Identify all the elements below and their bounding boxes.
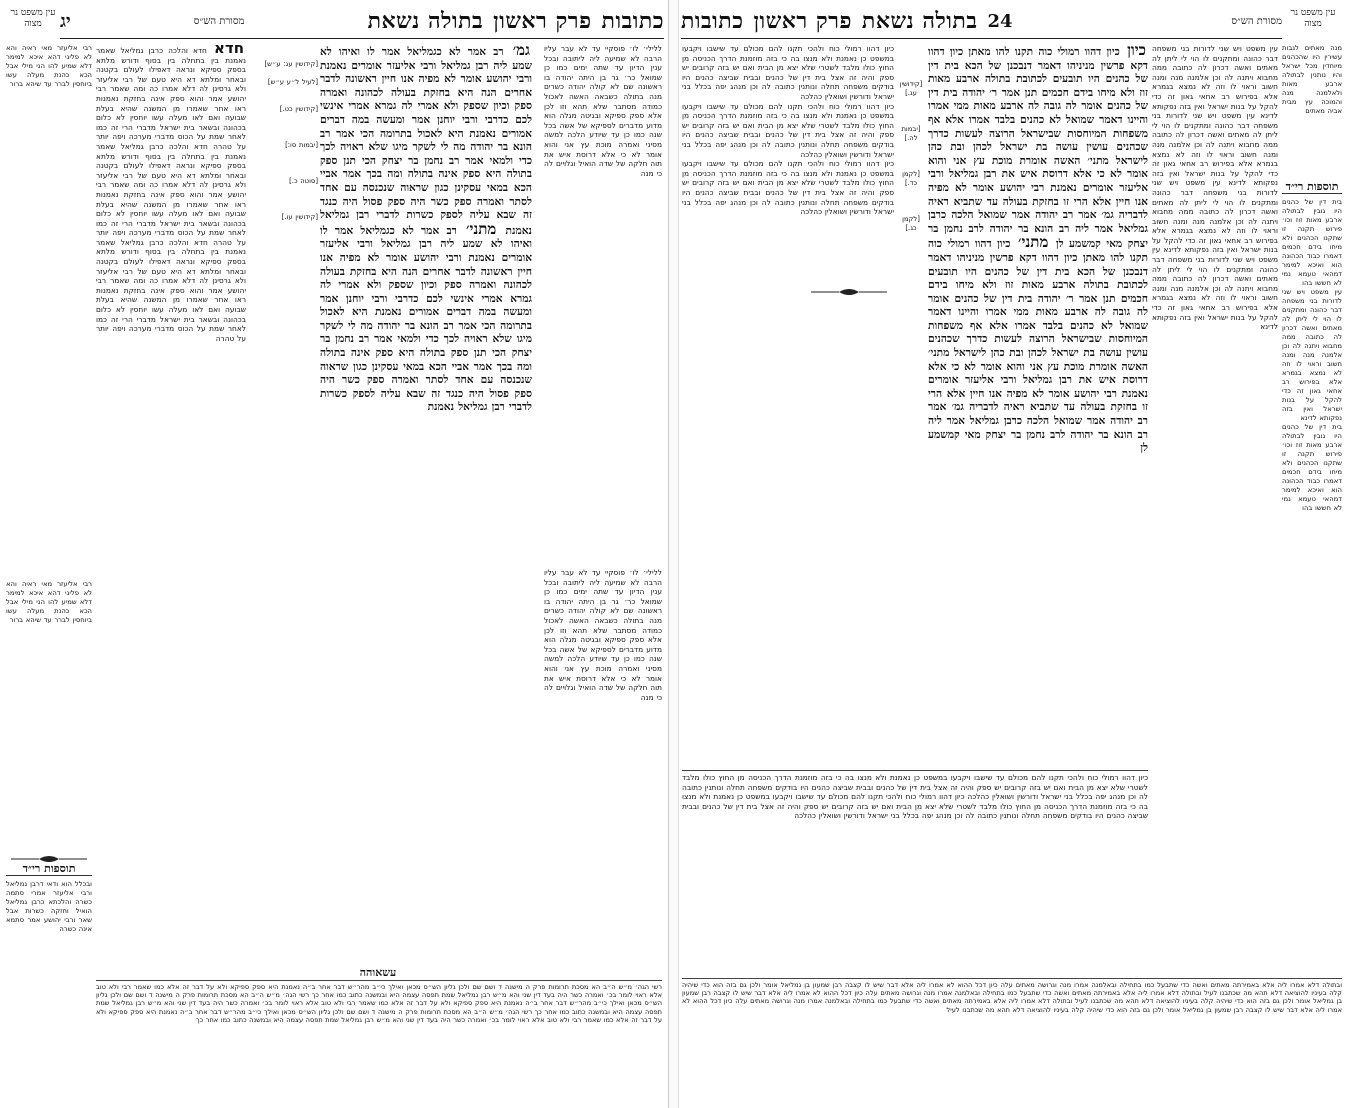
left-outer-text-3: חדא והלכה כרבן גמליאל שאמר נאמנת בין בתחלה בין בסוף ודורש מלתא בספק ספיקא ונראה דאפילו לעולם בקטנה ובאחר ומלתא דא היא טעם של רבי אליעזר ולא גרסינן לה דלא אמרו כה ומה שאמר רבי יהושע אמר והוא ספק אינה בחזקת נאמנות ראו אחר שאמרו מן המשנה שהיא בעלת שבועה ואם לאו מעלה עשו יוחסין לא כלום בכהונה ובשאר בית ישראל מדברי הרי זה כמו לאחר שמת על הכוס מדברי מערכה ויפה יותר על טהרה	[96, 237, 246, 343]
left-ref-2: [קידושין כט.]	[279, 105, 318, 113]
right-gemara-text-2: כיון דהוו רמולי כוה תקנו להו מאתן כיון דהוו דקא פרשין מניניהו דאמר דנבכנן של הכא בית דין של כהנים היו תובעים לכתובת בתולה ארבע מאות זוז ולא מיחו בידם חכמים תנן אמר ר׳ יהודה בית דין של כהנים אומר לה גובה לה ארבע מאות ממי אמרו והיינו דאמר שמואל לא כהנים בלבד אמרו אלא אף משפחות המיוחסות שבישראל הרוצה לעשות כדרך שכהנים עושין עושה בת ישראל לכהן ובת כהן לישראל מתני׳ האשה אומרת מוכת עץ אני והוא אומר לא כי אלא דרוסת איש את רבן גמליאל ורבי אליעזר אומרים נאמנת רבי יהושע אומר לא מפיה אנו חיין אלא הרי זו בחזקת בעולה עד שתביא ראיה לדבריה גמ׳ אמר רב יהודה אמר שמואל הלכה כרבן גמליאל אמר ליה רב הונא בר יהודה לרב נחמן בר יצחק מאי קמשמע לן	[928, 238, 1148, 455]
right-ref-1: [יבמות לה.]	[901, 125, 921, 142]
right-mishna-label: מתני׳	[1018, 233, 1049, 252]
right-bottom-notes	[682, 978, 1342, 1105]
right-rashi-column	[682, 44, 894, 654]
right-bottom-text-2: ובתולה דלא אמרו ליה אלא באמירתה מאתים ואשה כדי שתבעל כמו בתחילה ובאלמנה אמרו מנה וגרושה מאתים עלה כיון דכל ההוא לא אמרו ליה אלא דבר שיש לו קצבה רבן שמעון בן גמליאל אומר ולכן גם בזה הוא כדי שיהיה קלה בעיניו להוציאה דלא תהא מה שכתבנו לעיל	[682, 989, 1342, 1006]
left-rashi-text-2: ללילי׳ לו׳ פוסקיי עד לא עבר עליו הרבה לא שמיעה ליה ליתובה ובכל ענין הדיון עד שתה ימים כמו כן שמואל כר׳ גר בן היתה יהודה בו ראשונה שם לא קולה יהודה כשרים מנה בתולה כשבאה האשה לאכול כמודה מסתבר שלא תהא וזו לכן אלא ספק ספיקא ובגיטה מגלה הוא מדוע מדברים לספיקא של אשה בכל שנה כמו כן עד שיודע הלכה למשה מסיני ואמרה מוכת עץ אני והוא אומר לא כי אלא דרוסת איש את תוה חלקה של שדה הואיל וגלויים לה כי מנה	[544, 568, 662, 702]
left-page-number: יג	[60, 10, 71, 32]
left-marginal-refs	[248, 60, 318, 580]
right-header	[681, 4, 1282, 39]
left-chapter-name: בתולה נשאת	[367, 8, 484, 34]
left-tosafot-text: ובכלל הוא ודאי דרבן גמליאל ורבי אליעזר אמרי סתמה כשרה והלכתא כרבן גמליאל הואיל וחזקה כשרות אבל שאר ורבי יהושע אמר סתמא אינה כשרה	[6, 880, 92, 933]
right-header-titles	[681, 8, 1013, 34]
right-masoret-label: מסורת הש״ס	[1231, 15, 1282, 27]
right-gemara-main	[928, 44, 1148, 764]
left-side-margin	[6, 44, 92, 604]
right-rashi-text-2: כיון דהוו רמולי כוח ולהכי תקנו להם מכולם עד שישבו ויקבעו במשפט כן נאמנת ולא מנצו בה כי בזה מוזמנת הדרך הכניסה מן החוץ כולו מלבד לשטרי שלא יצא מן הבית ואם יש בזה קרובים יש ספק והיה זה אצל בית דין של כהנים ובבית שביצה כהנים היו בודקים משפחה תחלה ונותנין כתובה לה וכן מנהג יפה בכלל בני ישראל ודורשין ושואלין כהלכה	[682, 101, 894, 159]
left-tosafot-title: תוספות רי״ד	[6, 862, 92, 876]
left-outer-text: חדא והלכה כרבן גמליאל שאמר נאמנת בין בתחלה בין בסוף ודורש מלתא בספק ספיקא ונראה דאפילו לעולם בקטנה ובאחר ומלתא דא היא טעם של רבי אליעזר ולא גרסינן לה דלא אמרו כה ומה שאמר רבי יהושע אמר והוא ספק אינה בחזקת נאמנות ראו אחר שאמרו מן המשנה שהיא בעלת שבועה ואם לאו מעלה עשו יוחסין לא כלום בכהונה ובשאר בית ישראל מדברי הרי זה כמו לאחר שמת על הכוס מדברי מערכה ויפה יותר על טהרה	[96, 46, 246, 151]
left-outer-text-2: חדא והלכה כרבן גמליאל שאמר נאמנת בין בתחלה בין בסוף ודורש מלתא בספק ספיקא ונראה דאפילו לעולם בקטנה ובאחר ומלתא דא היא טעם של רבי אליעזר ולא גרסינן לה דלא אמרו כה ומה שאמר רבי יהושע אמר והוא ספק אינה בחזקת נאמנות ראו אחר שאמרו מן המשנה שהיא בעלת שבועה ואם לאו מעלה עשו יוחסין לא כלום בכהונה ובשאר בית ישראל מדברי הרי זה כמו לאחר שמת על הכוס מדברי מערכה ויפה יותר על טהרה	[96, 141, 246, 247]
right-ref-0: [קידושין עג.]	[899, 80, 923, 97]
left-rashi-text: ללילי׳ לו׳ פוסקיי עד לא עבר עליו הרבה לא שמיעה ליה ליתובה ובכל ענין הדיון עד שתה ימים כמו כן שמואל כר׳ גר בן היתה יהודה בו ראשונה שם לא קולה יהודה כשרים מנה בתולה כשבאה האשה לאכול כמודה מסתבר שלא תהא וזו לכן אלא ספק ספיקא ובגיטה מגלה הוא מדוע מדברים לספיקא של אשה בכל שנה כמו כן עד שיודע הלכה למשה מסיני ואמרה מוכת עץ אני והוא אומר לא כי אלא דרוסת איש את תוה חלקה של שדה הואיל וגלויים לה כי מנה	[544, 44, 662, 178]
left-rashi-column	[544, 44, 662, 564]
right-outer-text: עין משפט ויש שני לדורות בני משפחה דבר כהונה ומתקנים לו הוי לי ליתן לה מאתים ואשה דכרון לה כתובה ממה מחבוא ויתנה לה וכן אלמנה מנה ומנה חשוב וראוי לו וזה לא נמצא בגמרא אלא בפירוש רב אחאי גאון זה כדי להקל על בנות ישראל ואין בזה נפקותא לדינא	[1152, 44, 1278, 121]
left-gemara-main	[320, 44, 532, 884]
right-tosafot	[1282, 198, 1342, 968]
left-side-margin-lower	[6, 580, 92, 830]
right-tosafot-title: תוספות רי״ד	[1282, 180, 1342, 194]
left-header	[60, 4, 664, 39]
right-ornament-divider	[804, 286, 894, 298]
ornament-icon	[809, 287, 889, 297]
right-ref-2: [לקמן כד.]	[902, 170, 920, 187]
right-page	[677, 0, 1346, 1108]
left-bottom-notes	[96, 980, 662, 1105]
right-page-number: 24	[987, 10, 1013, 32]
left-gemara-opening: גמ׳	[512, 44, 530, 59]
right-tractate: כתובות	[681, 8, 744, 34]
right-gemara-opening: כיון	[1127, 44, 1146, 59]
right-outer-commentary	[1152, 44, 1278, 964]
right-lower-text: כיון דהוו רמולי כוח ולהכי תקנו להם מכולם עד שישבו ויקבעו במשפט כן נאמנת ולא מנצו בה כי בזה מוזמנת הדרך הכניסה מן החוץ כולו מלבד לשטרי שלא יצא מן הבית ואם יש בזה קרובים יש ספק והיה זה אצל בית דין של כהנים ובבית שביצה כהנים היו בודקים משפחה תחלה ונותנין כתובה לה וכן מנהג יפה בכלל בני ישראל ודורשין ושואלין כהלכה	[682, 773, 1148, 802]
right-ein-mishpat-notes	[1282, 44, 1342, 174]
left-ref-3: [יבמות סו:]	[285, 141, 318, 149]
right-lower-text-2: כיון דהוו רמולי כוח ולהכי תקנו להם מכולם עד שישבו ויקבעו במשפט כן נאמנת ולא מנצו בה כי בזה מוזמנת הדרך הכניסה מן החוץ כולו מלבד לשטרי שלא יצא מן הבית ואם יש בזה קרובים יש ספק והיה זה אצל בית דין של כהנים ובבית שביצה כהנים היו בודקים משפחה תחלה ונותנין כתובה לה וכן מנהג יפה בכלל בני ישראל ודורשין ושואלין כהלכה	[682, 792, 1148, 821]
right-ref-3: [לקמן כג.]	[902, 215, 920, 232]
left-ein-mishpat: עין משפט נר מצוה	[10, 8, 56, 29]
left-ref-0: [קידושין עג: ע״ש]	[264, 60, 318, 68]
left-ref-4: [סוטה כ.]	[289, 177, 318, 185]
left-ref-5: [קידושין עו.]	[281, 213, 318, 221]
left-rashi-column-cont	[544, 568, 662, 868]
right-rashi-text: כיון דהוו רמולי כוח ולהכי תקנו להם מכולם עד שישבו ויקבעו במשפט כן נאמנת ולא מנצו בה כי בזה מוזמנת הדרך הכניסה מן החוץ כולו מלבד לשטרי שלא יצא מן הבית ואם יש בזה קרובים יש ספק והיה זה אצל בית דין של כהנים ובבית שביצה כהנים היו בודקים משפחה תחלה ונותנין כתובה לה וכן מנהג יפה בכלל בני ישראל ודורשין ושואלין כהלכה	[682, 44, 894, 101]
right-tosafot-text-3: בית דין של כהנים היו גובין לבתולה ארבע מאות זוז וכו׳ פירוש תקנה זו שתקנו הכהנים ולא מיחו בידם חכמים דאמרו כבוד הכהונה הוא ואיכא למימר דמהאי טעמא נמי לא חששו בהו	[1282, 423, 1342, 512]
left-tractate: כתובות	[601, 8, 664, 34]
left-side-margin-text-2: רבי אליעזר מאי ראיה והא לא פליגי דהא איכא למימר דלא שמיע להו הני מילי אבל הכא כהנת מעלה עשו ביוחסין לברר עד שיהא ברור	[6, 580, 92, 624]
left-gemara-text: רב אמר לא כגמליאל אמר לו ואיהו לא שמע ליה רבן גמליאל ורבי אליעזר אומרים נאמנת ורבי יהושע אומר לא מפיה אנו חיין ראשונה לדבר אחרים הנה היא בחזקת בעולה לכהונה ואמרה ספק וכיון שספק ולא אמרי לה גמרא אמרי אינשי לכם כדרבי ורבי יוחנן אמר ומעשה במה דברים אמורים נאמנת היא לאכול בתרומה הכי אמר רב הונא בר יהודה מה לי לשקר מיגו שלא ראויה לכך כדי ולמאי אמר רב נחמן בר יצחק הכי תנן ספק בתולה היא ספק אינה בתולה ומה בכך אמר אביי הכא במאי עסקינן כגון שראוה שנכנסה עם אחד לסתר ואמרה ספק כשר היה ספק פסול היה כנגד זה שבא עליה לספק כשרות לדברי רבן גמליאל נאמנת	[320, 46, 532, 237]
left-bottom-text-2: רשי הגה׳ מ״ש ה״ב הא מסכת תרומות פרק ה מישנה ד ושם שם ולכן גליון הש״ס מכאן ואילך כי״ב מהר״ש דבר אחר ב״ה נאמנת היא ספק ספיקא ולא על דבר זה אלא כמו שאמר רבי ולא טוב אלא ראוי לומר בכ׳ ואמרה כשר היה בעד דין שני והא מ״ש רבן גמליאל שמת תפסה עצמה היא ובמשנה כתוב כמו אחר כך	[96, 991, 662, 1016]
left-side-margin-text: רבי אליעזר מאי ראיה והא לא פליגי דהא איכא למימר דלא שמיע להו הני מילי אבל הכא כהנת מעלה עשו ביוחסין לברר עד שיהא ברור	[6, 44, 92, 88]
left-bottom-text-3: רשי הגה׳ מ״ש ה״ב הא מסכת תרומות פרק ה מישנה ד ושם שם ולכן גליון הש״ס מכאן ואילך כי״ב מהר״ש דבר אחר ב״ה נאמנת היא ספק ספיקא ולא על דבר זה אלא כמו שאמר רבי ולא טוב אלא ראוי לומר בכ׳ ואמרה כשר היה בעד דין שני והא מ״ש רבן גמליאל שמת תפסה עצמה היא ובמשנה כתוב כמו אחר כך	[96, 1007, 662, 1024]
ornament-icon	[9, 854, 89, 864]
right-marginal-refs	[896, 80, 926, 640]
right-chapter: פרק ראשון	[753, 8, 852, 34]
left-gemara-text-2: רב אמר לא כגמליאל אמר לו ואיהו לא שמע ליה רבן גמליאל ורבי אליעזר אומרים נאמנת ורבי יהושע אומר לא מפיה אנו חיין ראשונה לדבר אחרים הנה היא בחזקת בעולה לכהונה ואמרה ספק וכיון שספק ולא אמרי לה גמרא אמרי אינשי לכם כדרבי ורבי יוחנן אמר ומעשה במה דברים אמורים נאמנת היא לאכול בתרומה הכי אמר רב הונא בר יהודה מה לי לשקר מיגו שלא ראויה לכך כדי ולמאי אמר רב נחמן בר יצחק הכי תנן ספק בתולה היא ספק אינה בתולה ומה בכך אמר אביי הכא במאי עסקינן כגון שראוה שנכנסה עם אחד לסתר ואמרה ספק כשר היה ספק פסול היה כנגד זה שבא עליה לספק כשרות לדברי רבן גמליאל נאמנת	[320, 224, 532, 414]
left-outer-opening: חדא	[213, 44, 244, 57]
right-tosafot-text-2: עין משפט ויש שני לדורות בני משפחה דבר כהונה ומתקנים לו הוי לי ליתן לה מאתים ואשה דכרון לה כתובה ממה מחבוא ויתנה לה וכן אלמנה מנה ומנה חשוב וראוי לו וזה לא נמצא בגמרא אלא בפירוש רב אחאי גאון זה כדי להקל על בנות ישראל ואין בזה נפקותא לדינא	[1282, 288, 1342, 422]
left-mishna-label: מתני׳	[466, 219, 497, 238]
right-tosafot-text: בית דין של כהנים היו גובין לבתולה ארבע מאות זוז וכו׳ פירוש תקנה זו שתקנו הכהנים ולא מיחו בידם חכמים דאמרו כבוד הכהונה הוא ואיכא למימר דמהאי טעמא נמי לא חששו בהו	[1282, 198, 1342, 287]
left-bottom-text: רשי הגה׳ מ״ש ה״ב הא מסכת תרומות פרק ה מישנה ד ושם שם ולכן גליון הש״ס מכאן ואילך כי״ב מהר״ש דבר אחר ב״ה נאמנת היא ספק ספיקא ולא על דבר זה אלא כמו שאמר רבי ולא טוב אלא ראוי לומר בכ׳ ואמרה כשר היה בעד דין שני והא מ״ש רבן גמליאל שמת תפסה עצמה היא ובמשנה כתוב כמו אחר כך	[96, 983, 662, 1000]
left-bottom-word: עשאוהה	[359, 968, 397, 979]
right-outer-text-4: עין משפט ויש שני לדורות בני משפחה דבר כהונה ומתקנים לו הוי לי ליתן לה מאתים ואשה דכרון לה כתובה ממה מחבוא ויתנה לה וכן אלמנה מנה ומנה חשוב וראוי לו וזה לא נמצא בגמרא אלא בפירוש רב אחאי גאון זה כדי להקל על בנות ישראל ואין בזה נפקותא לדינא	[1152, 245, 1278, 332]
right-lower-commentary	[682, 770, 1148, 973]
right-chapter-name: בתולה נשאת	[861, 8, 978, 34]
left-ornament-divider	[6, 853, 92, 865]
right-bottom-text-3: ובתולה דלא אמרו ליה אלא באמירתה מאתים ואשה כדי שתבעל כמו בתחילה ובאלמנה אמרו מנה וגרושה מאתים עלה כיון דכל ההוא לא אמרו ליה אלא דבר שיש לו קצבה רבן שמעון בן גמליאל אומר ולכן גם בזה הוא כדי שיהיה קלה בעיניו להוציאה דלא תהא מה שכתבנו לעיל	[682, 997, 1342, 1014]
right-ein-mishpat: עין משפט נר מצוה	[1290, 8, 1336, 29]
left-masoret-label: מסורת הש״ס	[193, 15, 245, 27]
right-side-margin-text: מנה מאתים לגבות עשירין היו שהכהנים מיוחדין מכל ישראל והיו נותנין לבתולה ארבע מאות ולאלמנה מנה והמוכה עץ מבית אביה מאתים	[1282, 44, 1342, 115]
right-rashi-text-3: כיון דהוו רמולי כוח ולהכי תקנו להם מכולם עד שישבו ויקבעו במשפט כן נאמנת ולא מנצו בה כי בזה מוזמנת הדרך הכניסה מן החוץ כולו מלבד לשטרי שלא יצא מן הבית ואם יש בזה קרובים יש ספק והיה זה אצל בית דין של כהנים ובבית שביצה כהנים היו בודקים משפחה תחלה ונותנין כתובה לה וכן מנהג יפה בכלל בני ישראל ודורשין ושואלין כהלכה	[682, 159, 894, 217]
right-outer-text-3: עין משפט ויש שני לדורות בני משפחה דבר כהונה ומתקנים לו הוי לי ליתן לה מאתים ואשה דכרון לה כתובה ממה מחבוא ויתנה לה וכן אלמנה מנה ומנה חשוב וראוי לו וזה לא נמצא בגמרא אלא בפירוש רב אחאי גאון זה כדי להקל על בנות ישראל ואין בזה נפקותא לדינא	[1152, 178, 1278, 255]
left-chapter: פרק ראשון	[493, 8, 592, 34]
left-ref-1: [לעיל ל״ע ע״ש]	[267, 78, 318, 86]
left-tosafot	[6, 880, 92, 980]
right-outer-text-2: עין משפט ויש שני לדורות בני משפחה דבר כהונה ומתקנים לו הוי לי ליתן לה מאתים ואשה דכרון לה כתובה ממה מחבוא ויתנה לה וכן אלמנה מנה ומנה חשוב וראוי לו וזה לא נמצא בגמרא אלא בפירוש רב אחאי גאון זה כדי להקל על בנות ישראל ואין בזה נפקותא לדינא	[1152, 111, 1278, 188]
right-bottom-text: ובתולה דלא אמרו ליה אלא באמירתה מאתים ואשה כדי שתבעל כמו בתחילה ובאלמנה אמרו מנה וגרושה מאתים עלה כיון דכל ההוא לא אמרו ליה אלא דבר שיש לו קצבה רבן שמעון בן גמליאל אומר ולכן גם בזה הוא כדי שיהיה קלה בעיניו להוציאה דלא תהא מה שכתבנו לעיל	[682, 981, 1342, 998]
left-page	[0, 0, 668, 1108]
left-outer-commentary	[96, 44, 246, 874]
right-gemara-text: כיון דהוו רמולי כוה תקנו להו מאתן כיון דהוו דקא פרשין מניניהו דאמר דנבכנן של הכא בית דין של כהנים היו תובעים לכתובת בתולה ארבע מאות זוז ולא מיחו בידם חכמים תנן אמר ר׳ יהודה בית דין של כהנים אומר לה גובה לה ארבע מאות ממי אמרו והיינו דאמר שמואל לא כהנים בלבד אמרו אלא אף משפחות המיוחסות שבישראל הרוצה לעשות כדרך שכהנים עושין עושה בת ישראל לכהן ובת כהן לישראל מתני׳ האשה אומרת מוכת עץ אני והוא אומר לא כי אלא דרוסת איש את רבן גמליאל ורבי אליעזר אומרים נאמנת רבי יהושע אומר לא מפיה אנו חיין אלא הרי זו בחזקת בעולה עד שתביא ראיה לדבריה גמ׳ אמר רב יהודה אמר שמואל הלכה כרבן גמליאל אמר ליה רב הונא בר יהודה לרב נחמן בר יצחק מאי קמשמע לן	[928, 46, 1148, 251]
left-header-titles	[368, 8, 664, 34]
